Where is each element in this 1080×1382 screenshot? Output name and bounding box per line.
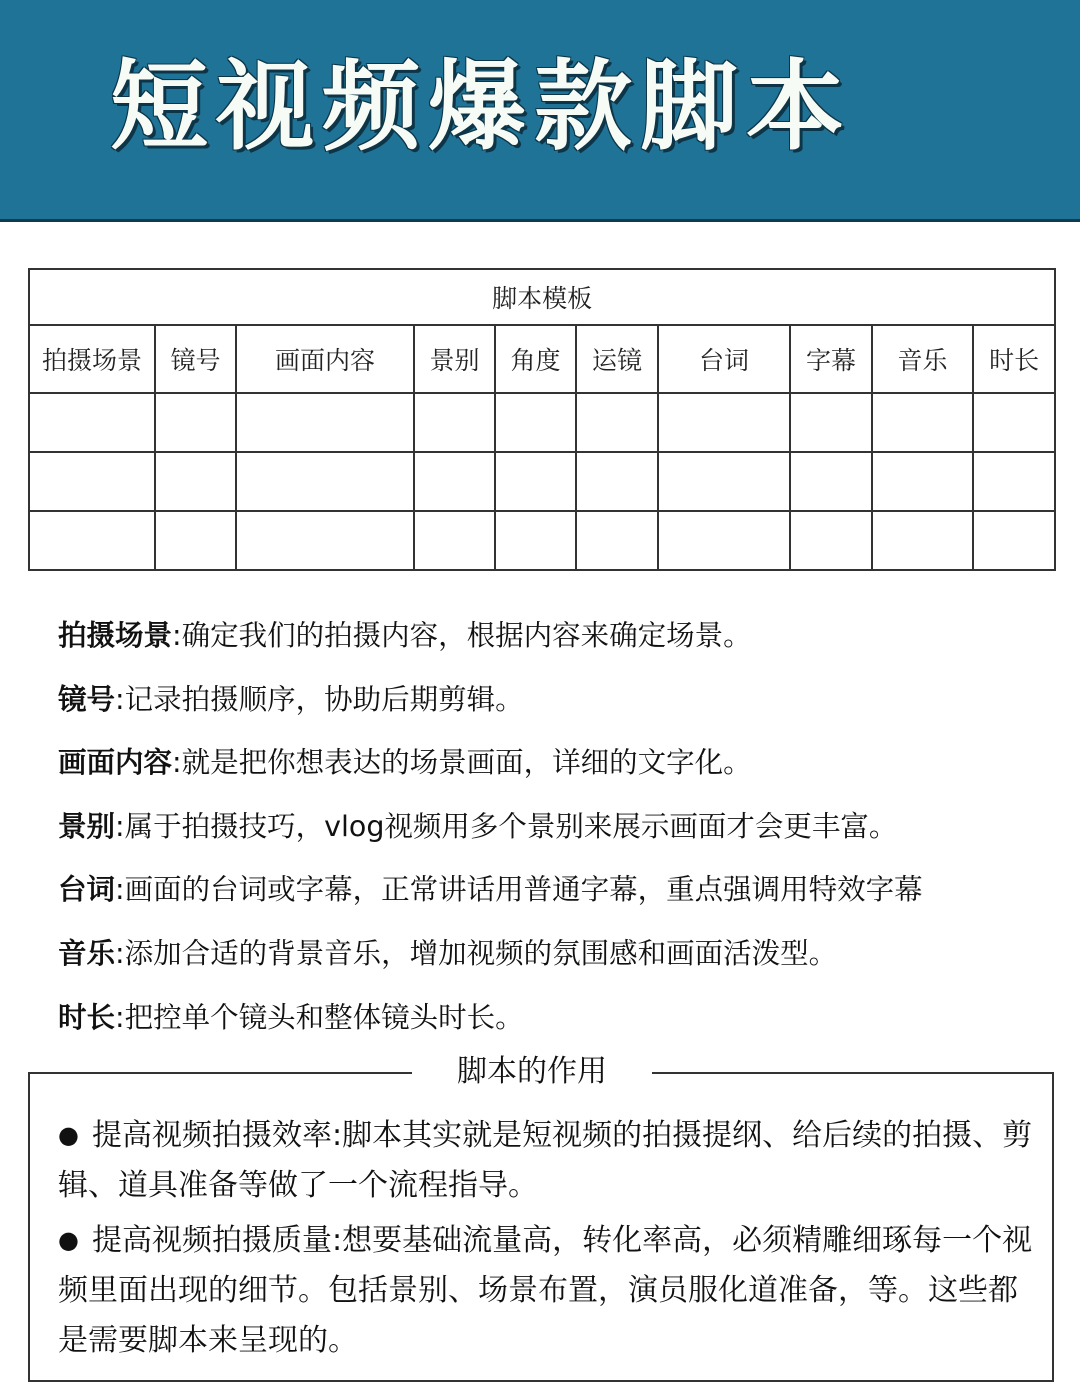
table-cell (872, 452, 973, 511)
description-text: :属于拍摄技巧，vlog视频用多个景别来展示画面才会更丰富。 (115, 809, 898, 843)
field-descriptions (58, 604, 1058, 1049)
table-cell (973, 511, 1055, 570)
table-cell (576, 511, 658, 570)
description-term: 镜号 (58, 682, 116, 716)
table-title: 脚本模板 (29, 269, 1055, 325)
table-cell (495, 393, 576, 452)
description-term: 时长 (58, 1000, 116, 1034)
table-cell (790, 511, 872, 570)
description-text: :就是把你想表达的场景画面，详细的文字化。 (172, 746, 752, 780)
table-cell (576, 393, 658, 452)
table-cell (658, 393, 790, 452)
table-cell (236, 393, 414, 452)
column-header-subtitles: 字幕 (790, 325, 872, 393)
table-cell (790, 393, 872, 452)
column-header-camera-movement: 运镜 (576, 325, 658, 393)
table-cell (973, 393, 1055, 452)
table-cell (155, 393, 236, 452)
table-cell (29, 393, 155, 452)
description-text: :确定我们的拍摄内容，根据内容来确定场景。 (172, 619, 752, 652)
table-cell (973, 452, 1055, 511)
table-cell (872, 393, 973, 452)
table-row (29, 452, 1055, 511)
column-header-shot-size: 景别 (414, 325, 495, 393)
role-point-text: 提高视频拍摄质量:想要基础流量高，转化率高，必须精雕细琢每一个视频里面出现的细节。包括景别、场景布置，演员服化道准备，等。这些都是需要脚本来呈现的。 (58, 1223, 1033, 1358)
column-header-shot-number: 镜号 (155, 325, 236, 393)
bullet-icon: ● (58, 1226, 79, 1254)
page-title: 短视频爆款脚本 (110, 50, 853, 164)
script-template-table (28, 268, 1056, 571)
description-text: :添加合适的背景音乐，增加视频的氛围感和画面活泼型。 (115, 936, 838, 970)
table-cell (576, 452, 658, 511)
table-cell (155, 452, 236, 511)
script-role-title: 脚本的作用 (412, 1048, 652, 1096)
description-frame-content (58, 731, 1058, 795)
table-cell (236, 452, 414, 511)
description-term: 拍摄场景 (58, 619, 173, 652)
description-term: 音乐 (58, 936, 116, 970)
table-cell (29, 452, 155, 511)
column-header-frame-content: 画面内容 (236, 325, 414, 393)
table-cell (872, 511, 973, 570)
table-cell (414, 393, 495, 452)
column-header-dialogue: 台词 (658, 325, 790, 393)
table-row (29, 393, 1055, 452)
table-cell (790, 452, 872, 511)
description-shot-number (58, 668, 1058, 732)
table-row (29, 511, 1055, 570)
list-item (58, 1110, 1043, 1211)
description-shot-size (58, 795, 1058, 859)
description-music (58, 922, 1058, 986)
column-header-music: 音乐 (872, 325, 973, 393)
table-cell (29, 511, 155, 570)
description-text: :把控单个镜头和整体镜头时长。 (115, 1000, 524, 1034)
table-cell (495, 511, 576, 570)
table-cell (658, 511, 790, 570)
role-point-text: 提高视频拍摄效率:脚本其实就是短视频的拍摄提纲、给后续的拍摄、剪辑、道具准备等做了一个流程指导。 (58, 1118, 1033, 1203)
table-cell (414, 511, 495, 570)
list-item (58, 1215, 1043, 1366)
table-cell (155, 511, 236, 570)
description-scene (58, 604, 1058, 668)
description-dialogue (58, 858, 1058, 922)
column-header-duration: 时长 (973, 325, 1055, 393)
table-cell (658, 452, 790, 511)
description-duration (58, 986, 1058, 1050)
table-cell (236, 511, 414, 570)
description-term: 景别 (58, 809, 116, 843)
column-header-scene: 拍摄场景 (29, 325, 155, 393)
column-header-angle: 角度 (495, 325, 576, 393)
table-cell (414, 452, 495, 511)
description-text: :画面的台词或字幕，正常讲话用普通字幕，重点强调用特效字幕 (115, 873, 923, 907)
script-role-points (58, 1110, 1043, 1370)
table-cell (495, 452, 576, 511)
bullet-icon: ● (58, 1121, 79, 1149)
description-text: :记录拍摄顺序，协助后期剪辑。 (115, 682, 524, 716)
description-term: 台词 (58, 873, 116, 907)
title-banner (0, 0, 1080, 222)
description-term: 画面内容 (58, 746, 173, 780)
